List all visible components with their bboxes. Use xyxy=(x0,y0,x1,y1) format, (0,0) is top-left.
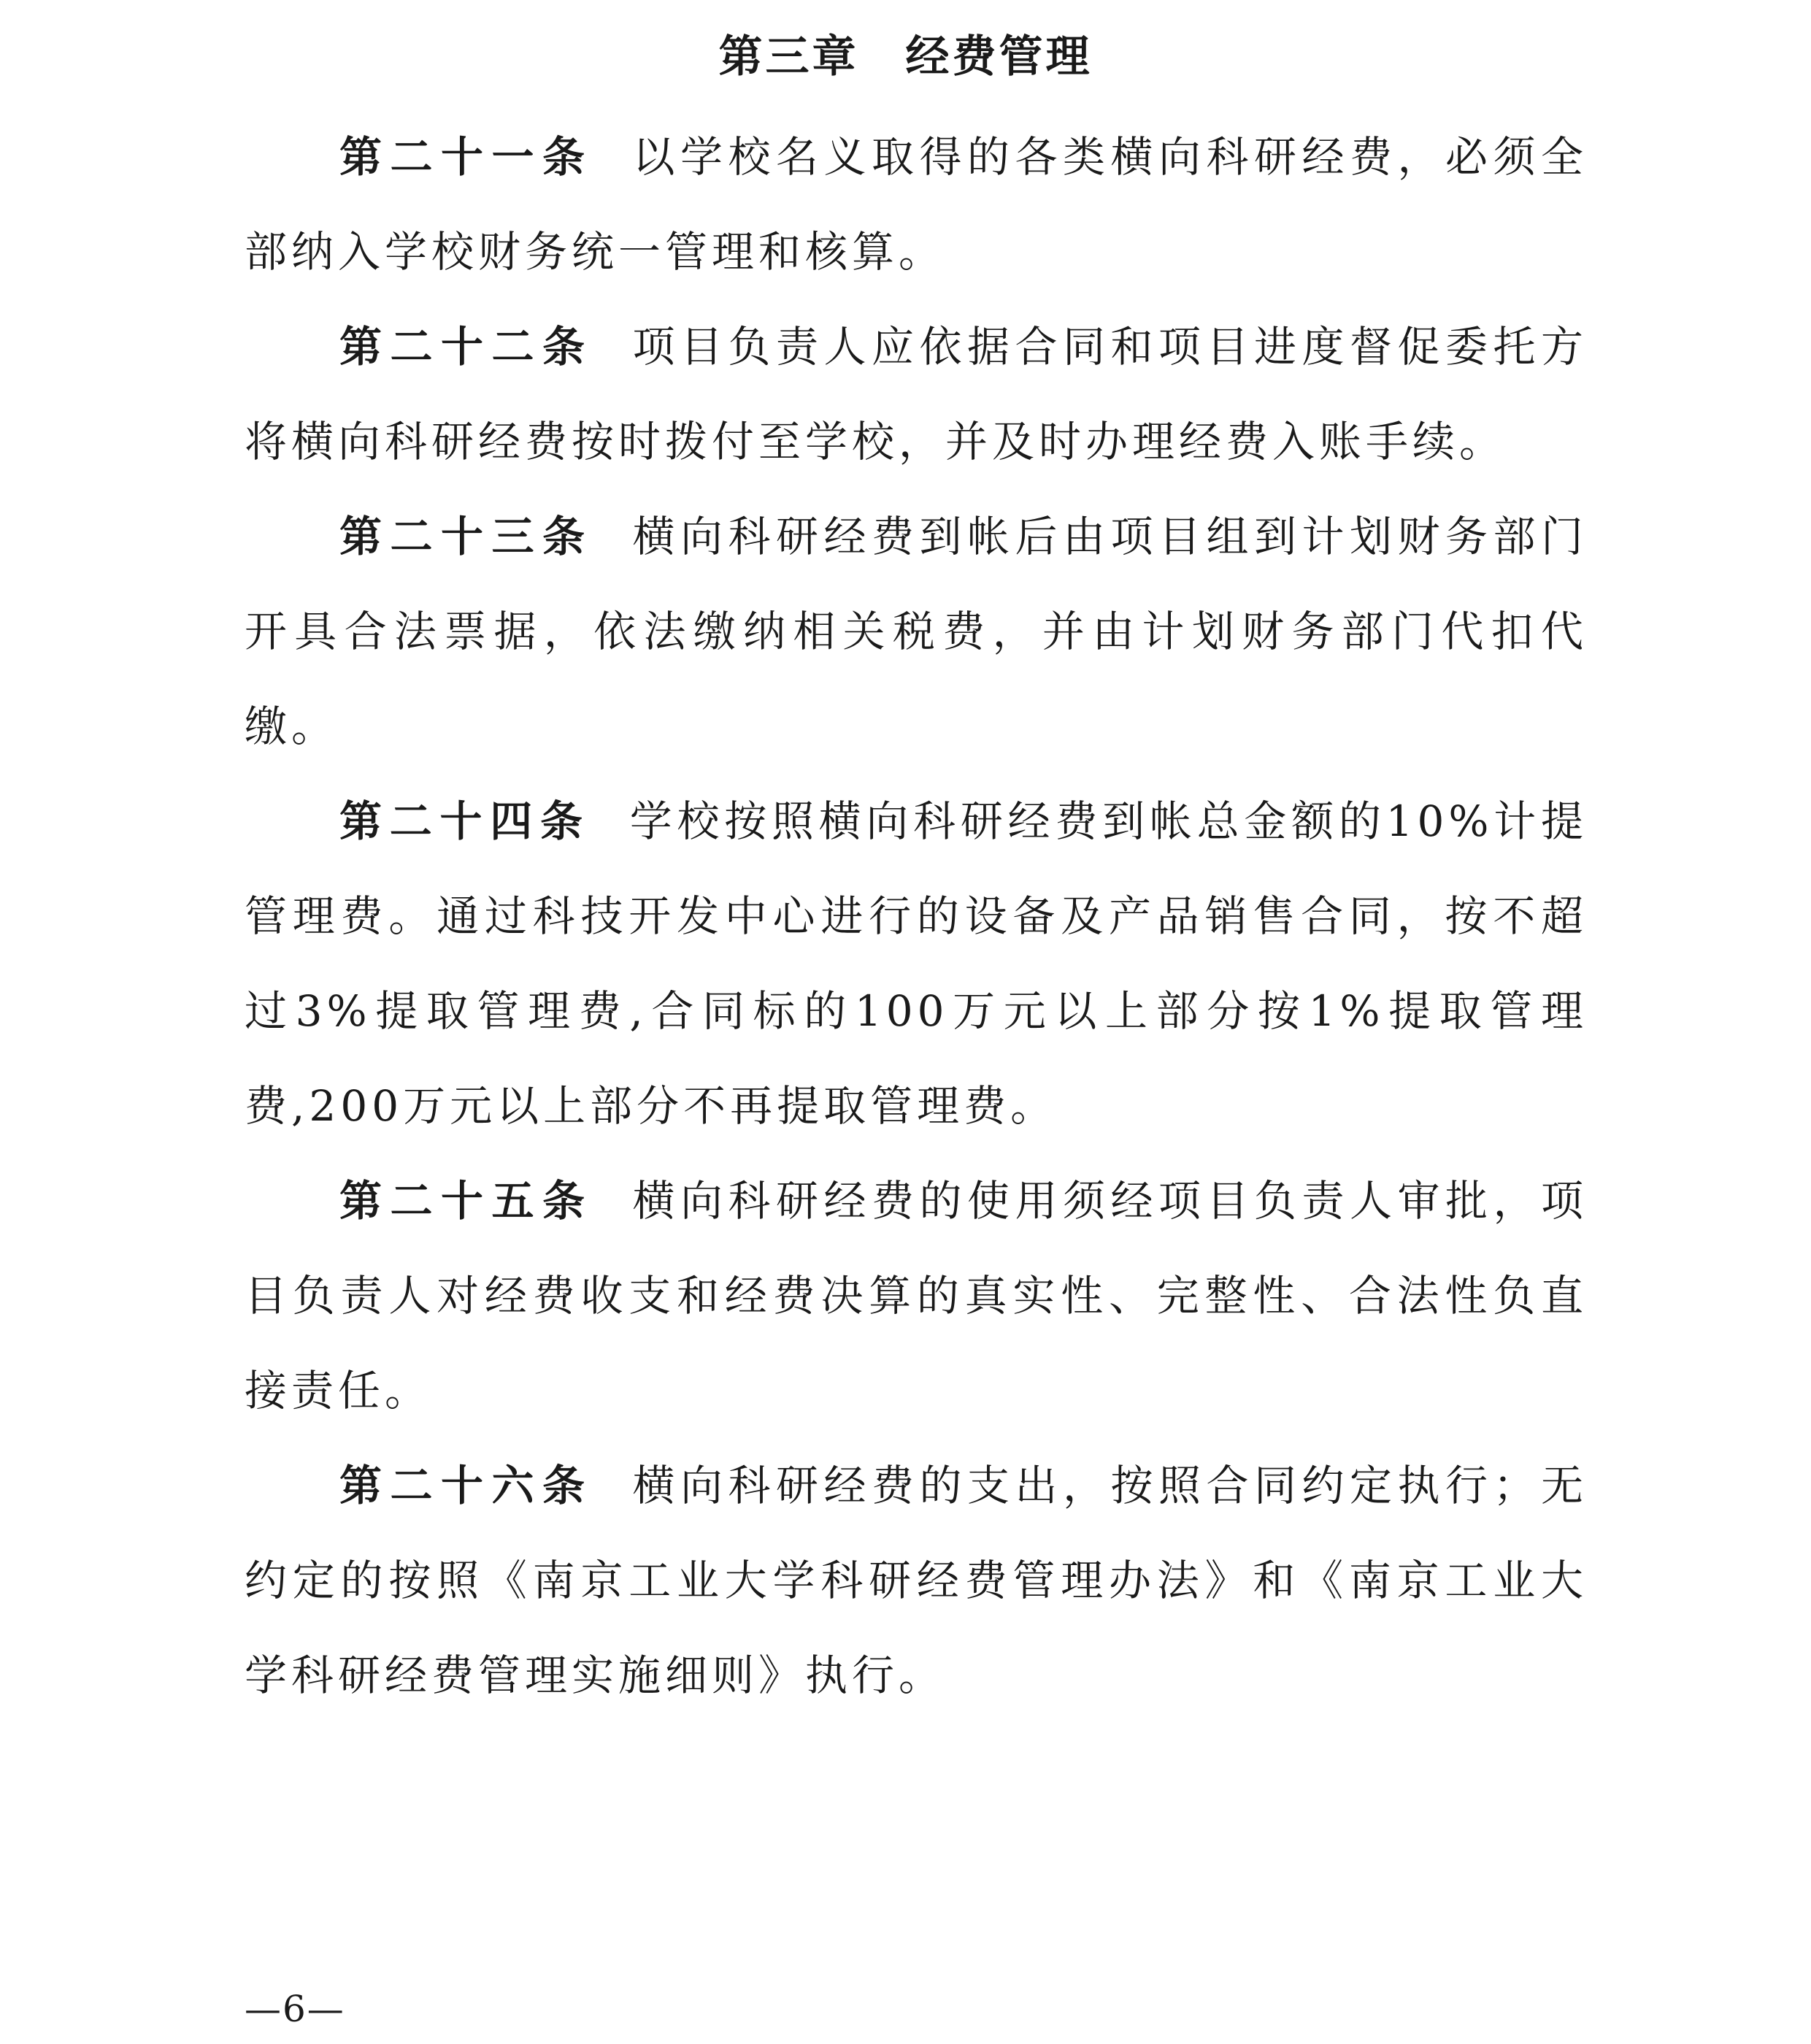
article-25 xyxy=(245,1153,1588,1438)
chapter-title: 第三章 经费管理 xyxy=(718,31,1093,82)
article-number: 第二十六条 xyxy=(339,1461,593,1510)
article-number: 第二十三条 xyxy=(339,512,593,561)
article-text: 项目负责人应依据合同和项目进度督促委托方将横向科研经费按时拨付至学校，并及时办理经费入账手续。 xyxy=(245,322,1588,466)
article-23 xyxy=(245,489,1588,774)
article-21 xyxy=(245,110,1588,299)
article-text: 学校按照横向科研经费到帐总金额的10%计提管理费。通过科技开发中心进行的设备及产品销售合同，按不超过3%提取管理费,合同标的100万元以上部分按1%提取管理费,200万元以上部分不再提取管理费。 xyxy=(245,796,1588,1131)
article-text: 横向科研经费到帐后由项目组到计划财务部门开具合法票据，依法缴纳相关税费，并由计划财务部门代扣代缴。 xyxy=(245,512,1588,751)
article-26 xyxy=(245,1438,1588,1723)
article-number: 第二十四条 xyxy=(339,796,591,846)
article-number: 第二十五条 xyxy=(339,1176,593,1226)
article-text: 以学校名义取得的各类横向科研经费，必须全部纳入学校财务统一管理和核算。 xyxy=(245,132,1588,277)
article-number: 第二十一条 xyxy=(339,132,593,182)
article-22 xyxy=(245,299,1588,489)
chapter-body xyxy=(245,110,1588,1723)
article-number: 第二十二条 xyxy=(339,322,593,372)
page-number: —6— xyxy=(245,1988,345,2030)
article-24 xyxy=(245,774,1588,1153)
article-text: 横向科研经费的使用须经项目负责人审批，项目负责人对经费收支和经费决算的真实性、完整性、合法性负直接责任。 xyxy=(245,1176,1588,1415)
article-text: 横向科研经费的支出，按照合同约定执行；无约定的按照《南京工业大学科研经费管理办法》和《南京工业大学科研经费管理实施细则》执行。 xyxy=(245,1461,1588,1700)
